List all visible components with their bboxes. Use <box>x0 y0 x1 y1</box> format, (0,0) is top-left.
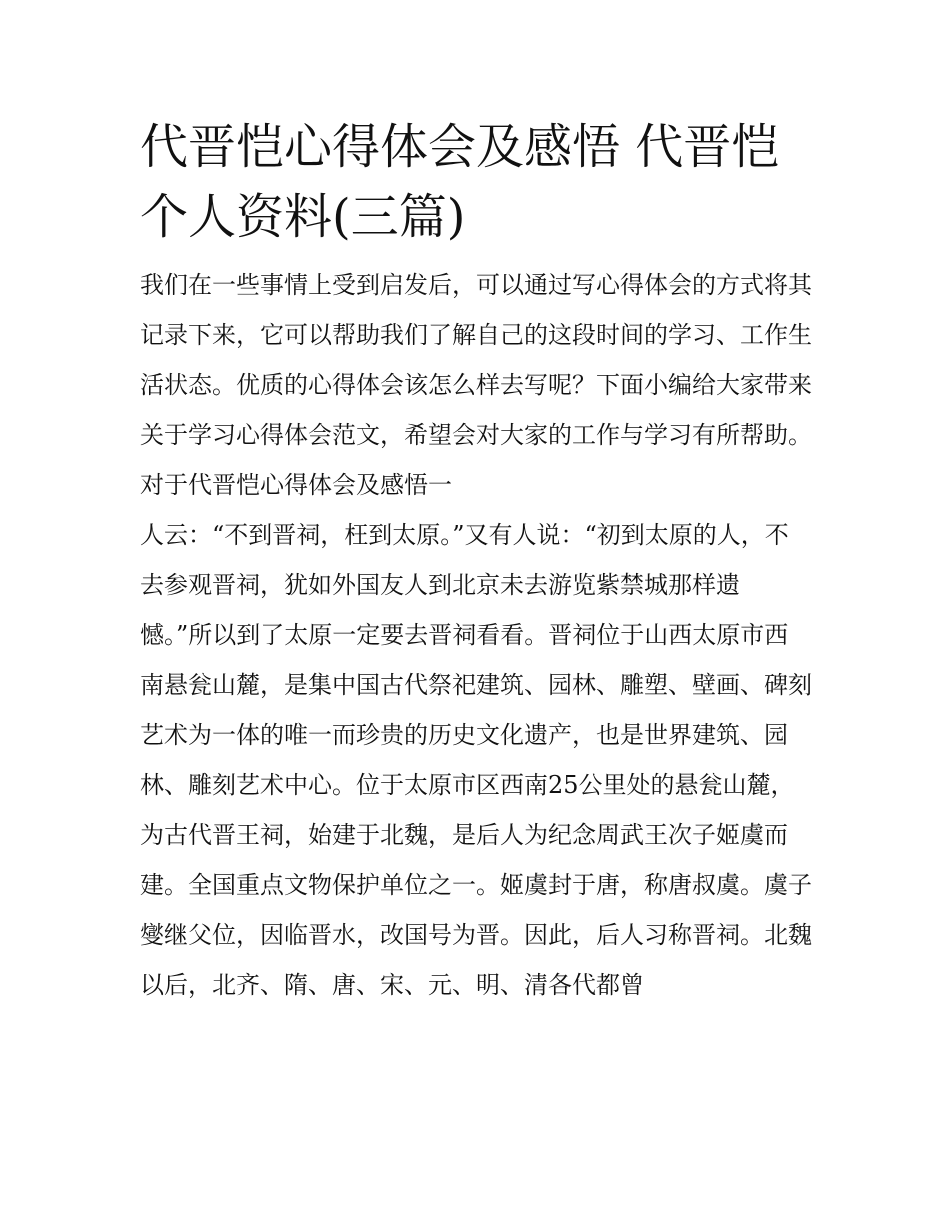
document-page <box>140 112 812 1010</box>
document-title: 代晋恺心得体会及感悟 代晋恺个人资料(三篇) <box>140 119 780 245</box>
section-heading: 对于代晋恺心得体会及感悟一 <box>140 471 452 499</box>
section-paragraph: 人云：“不到晋祠，枉到太原。”又有人说：“初到太原的人，不去参观晋祠，犹如外国友人到北京未去游览紫禁城那样遗憾。”所以到了太原一定要去晋祠看看。晋祠位于山西太原市西南悬瓮山麓，是集中国古代祭祀建筑、园林、雕塑、壁画、碑刻艺术为一体的唯一而珍贵的历史文化遗产，也是世界建筑、园林、雕刻艺术中心。位于太原市区西南25公里处的悬瓮山麓，为古代晋王祠，始建于北魏，是后人为纪念周武王次子姬虞而建。全国重点文物保护单位之一。姬虞封于唐，称唐叔虞。虞子燮继父位，因临晋水，改国号为晋。因此，后人习称晋祠。北魏以后，北齐、隋、唐、宋、元、明、清各代都曾 <box>140 521 812 999</box>
intro-paragraph: 我们在一些事情上受到启发后，可以通过写心得体会的方式将其记录下来，它可以帮助我们了解自己的这段时间的学习、工作生活状态。优质的心得体会该怎么样去写呢？下面小编给大家带来关于学习心得体会范文，希望会对大家的工作与学习有所帮助。 <box>140 271 812 449</box>
